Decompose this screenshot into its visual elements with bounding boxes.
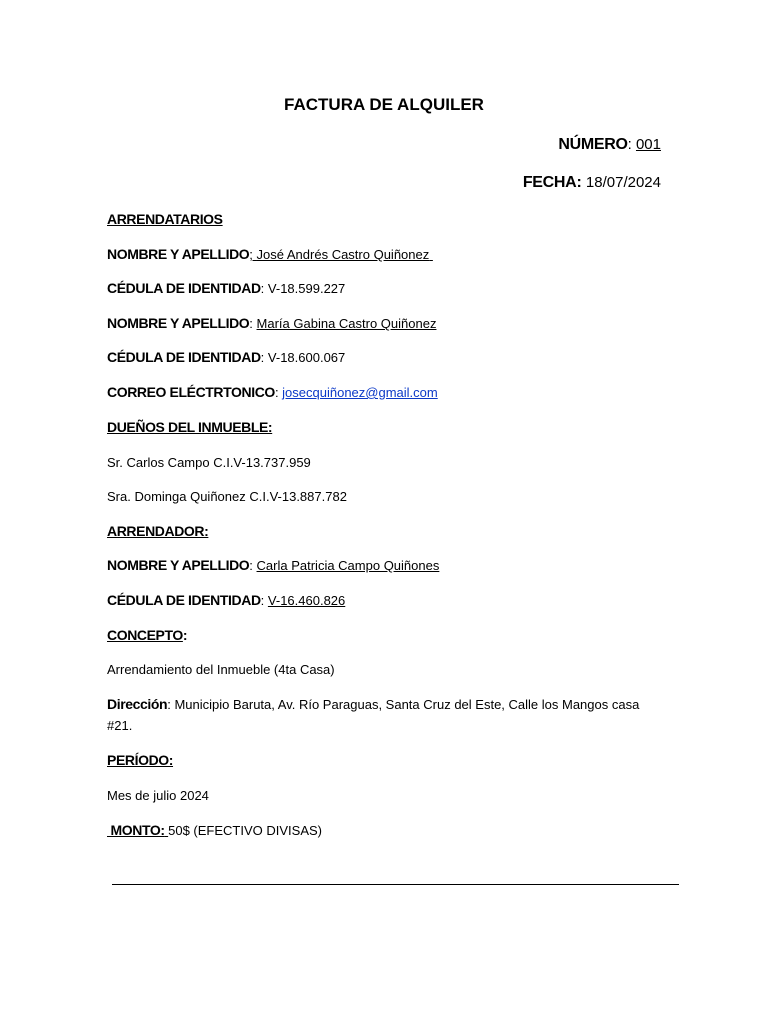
nombre-label: NOMBRE Y APELLIDO bbox=[107, 315, 250, 331]
arrendatario1-cedula-line: CÉDULA DE IDENTIDAD: V-18.599.227 bbox=[107, 280, 346, 296]
nombre-value: María Gabina Castro Quiñonez bbox=[256, 316, 437, 331]
fecha-label: FECHA: bbox=[522, 174, 582, 191]
monto-line bbox=[107, 822, 322, 840]
email-link[interactable]: josecquiñonez@gmail.com bbox=[282, 385, 438, 400]
numero-line: NÚMERO: 001 bbox=[558, 136, 661, 153]
cedula-value: V-16.460.826 bbox=[267, 593, 346, 608]
direccion-label: Dirección bbox=[107, 696, 168, 712]
arrendador-nombre-line: NOMBRE Y APELLIDO: Carla Patricia Campo Quiñones bbox=[107, 557, 440, 573]
cedula-label: CÉDULA DE IDENTIDAD bbox=[107, 349, 261, 365]
numero-label: NÚMERO bbox=[558, 136, 628, 153]
signature-line bbox=[572, 884, 679, 885]
monto-value: 50$ (EFECTIVO DIVISAS) bbox=[168, 823, 322, 838]
dueno-item: Sr. Carlos Campo C.I.V-13.737.959 bbox=[107, 455, 311, 470]
fecha-line bbox=[523, 174, 661, 192]
cedula-value: V-18.600.067 bbox=[267, 350, 346, 365]
arrendador-cedula-line: CÉDULA DE IDENTIDAD: V-16.460.826 bbox=[107, 592, 346, 608]
correo-line: CORREO ELÉCTRTONICO: josecquiñonez@gmail.com bbox=[107, 384, 438, 400]
concepto-value: Arrendamiento del Inmueble (4ta Casa) bbox=[107, 662, 335, 677]
direccion-value: Municipio Baruta, Av. Río Paraguas, Santa Cruz del Este, Calle los Mangos casa bbox=[174, 697, 640, 712]
nombre-label: NOMBRE Y APELLIDO bbox=[107, 557, 250, 573]
arrendatario1-nombre-line: NOMBRE Y APELLIDO; José Andrés Castro Quiñonez bbox=[107, 246, 430, 262]
nombre-value: José Andrés Castro Quiñonez bbox=[256, 247, 430, 262]
numero-value: 001 bbox=[635, 136, 661, 153]
arrendatario2-cedula-line: CÉDULA DE IDENTIDAD: V-18.600.067 bbox=[107, 349, 346, 365]
direccion-value-cont: #21. bbox=[107, 718, 133, 733]
arrendador-heading: ARRENDADOR: bbox=[107, 523, 209, 539]
correo-label: CORREO ELÉCTRTONICO bbox=[107, 384, 275, 400]
duenos-heading: DUEÑOS DEL INMUEBLE: bbox=[107, 419, 273, 435]
signature-line bbox=[112, 884, 572, 885]
periodo-heading: PERÍODO: bbox=[107, 752, 174, 768]
cedula-value: V-18.599.227 bbox=[267, 281, 346, 296]
concepto-heading: CONCEPTO bbox=[107, 627, 183, 643]
arrendatario2-nombre-line: NOMBRE Y APELLIDO: María Gabina Castro Quiñonez bbox=[107, 315, 437, 331]
fecha-value: 18/07/2024 bbox=[585, 174, 661, 191]
cedula-label: CÉDULA DE IDENTIDAD bbox=[107, 280, 261, 296]
dueno-item: Sra. Dominga Quiñonez C.I.V-13.887.782 bbox=[107, 489, 347, 504]
nombre-value: Carla Patricia Campo Quiñones bbox=[256, 558, 440, 573]
document-title: FACTURA DE ALQUILER bbox=[284, 95, 484, 114]
nombre-label: NOMBRE Y APELLIDO bbox=[107, 246, 250, 262]
direccion-line: Dirección: Municipio Baruta, Av. Río Paraguas, Santa Cruz del Este, Calle los Mangos casa bbox=[107, 696, 640, 712]
cedula-label: CÉDULA DE IDENTIDAD bbox=[107, 592, 261, 608]
concepto-heading-line: CONCEPTO: bbox=[107, 627, 188, 643]
periodo-value: Mes de julio 2024 bbox=[107, 788, 209, 803]
monto-label: MONTO: bbox=[110, 822, 165, 838]
arrendatarios-heading: ARRENDATARIOS bbox=[107, 211, 223, 227]
